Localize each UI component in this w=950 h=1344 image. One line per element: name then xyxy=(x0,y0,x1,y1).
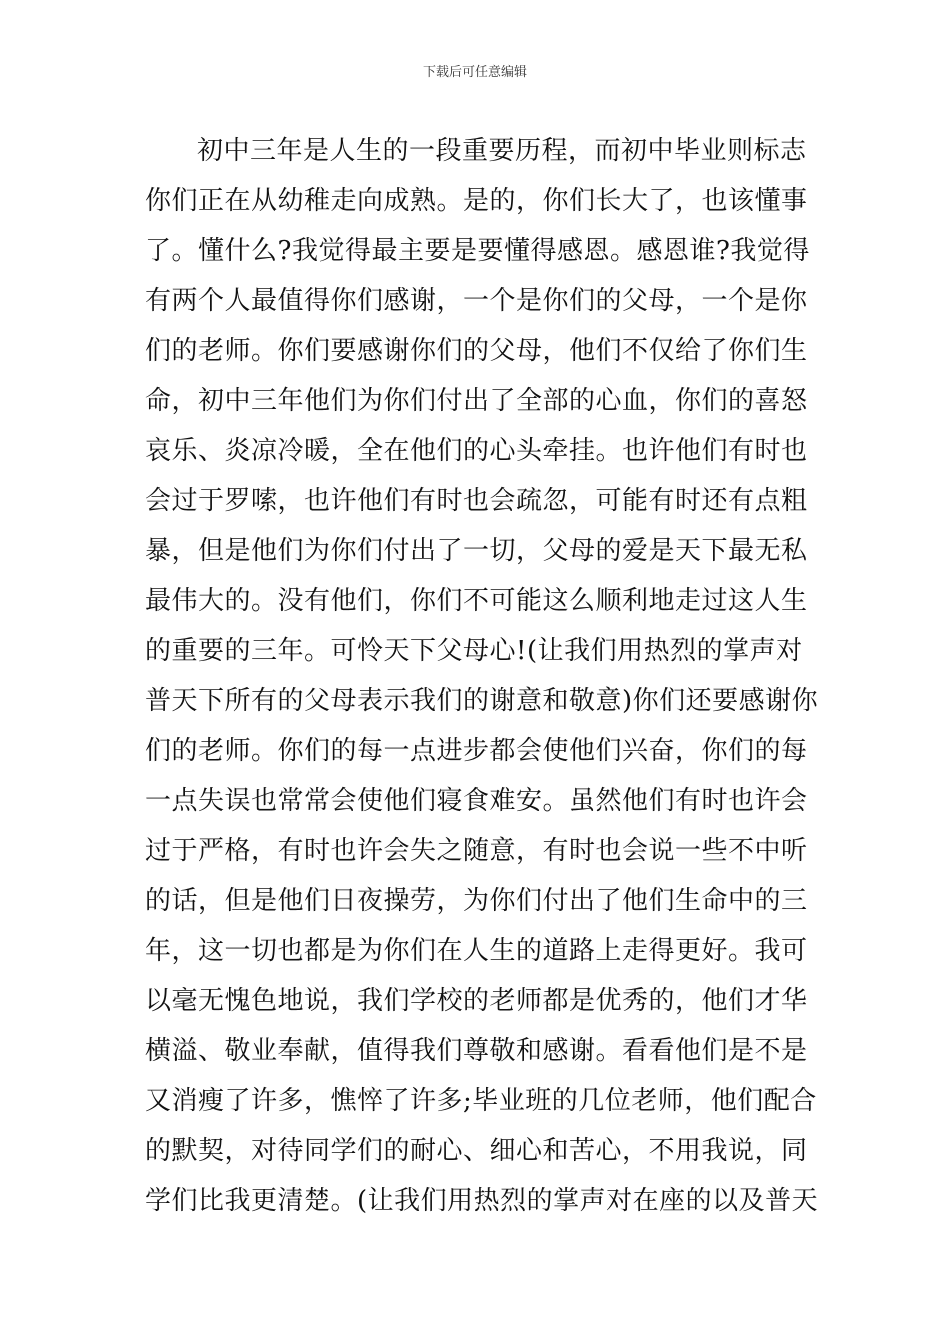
text-line: 学们比我更清楚。(让我们用热烈的掌声对在座的以及普天 xyxy=(145,1186,819,1216)
text-line: 们的老师。你们的每一点进步都会使他们兴奋，你们的每 xyxy=(145,736,808,766)
text-line: 了。懂什么?我觉得最主要是要懂得感恩。感恩谁?我觉得 xyxy=(145,236,810,266)
text-line: 的重要的三年。可怜天下父母心!(让我们用热烈的掌声对 xyxy=(145,636,803,666)
text-line: 普天下所有的父母表示我们的谢意和敬意)你们还要感谢你 xyxy=(145,686,819,716)
text-line: 暴，但是他们为你们付出了一切，父母的爱是天下最无私 xyxy=(145,536,808,566)
text-line: 会过于罗嗦，也许他们有时也会疏忽，可能有时还有点粗 xyxy=(145,486,808,516)
page-header: 下载后可任意编辑 xyxy=(422,65,527,80)
text-line: 最伟大的。没有他们，你们不可能这么顺利地走过这人生 xyxy=(145,586,808,616)
text-line: 命，初中三年他们为你们付出了全部的心血，你们的喜怒 xyxy=(145,386,808,416)
text-line: 横溢、敬业奉献，值得我们尊敬和感谢。看看他们是不是 xyxy=(145,1036,808,1066)
text-line: 初中三年是人生的一段重要历程，而初中毕业则标志 xyxy=(197,136,807,166)
text-line: 一点失误也常常会使他们寝食难安。虽然他们有时也许会 xyxy=(145,786,808,816)
text-line: 又消瘦了许多，憔悴了许多;毕业班的几位老师，他们配合 xyxy=(145,1086,817,1116)
text-line: 年，这一切也都是为你们在人生的道路上走得更好。我可 xyxy=(145,936,808,966)
text-line: 以毫无愧色地说，我们学校的老师都是优秀的，他们才华 xyxy=(145,986,808,1016)
text-line: 你们正在从幼稚走向成熟。是的，你们长大了，也该懂事 xyxy=(145,186,808,216)
text-line: 过于严格，有时也许会失之随意，有时也会说一些不中听 xyxy=(145,836,808,866)
text-line: 们的老师。你们要感谢你们的父母，他们不仅给了你们生 xyxy=(145,336,808,366)
text-line: 有两个人最值得你们感谢，一个是你们的父母，一个是你 xyxy=(145,286,808,316)
text-line: 的话，但是他们日夜操劳，为你们付出了他们生命中的三 xyxy=(145,886,808,916)
text-line: 的默契，对待同学们的耐心、细心和苦心，不用我说，同 xyxy=(145,1136,808,1166)
text-line: 哀乐、炎凉冷暖，全在他们的心头牵挂。也许他们有时也 xyxy=(145,436,808,466)
